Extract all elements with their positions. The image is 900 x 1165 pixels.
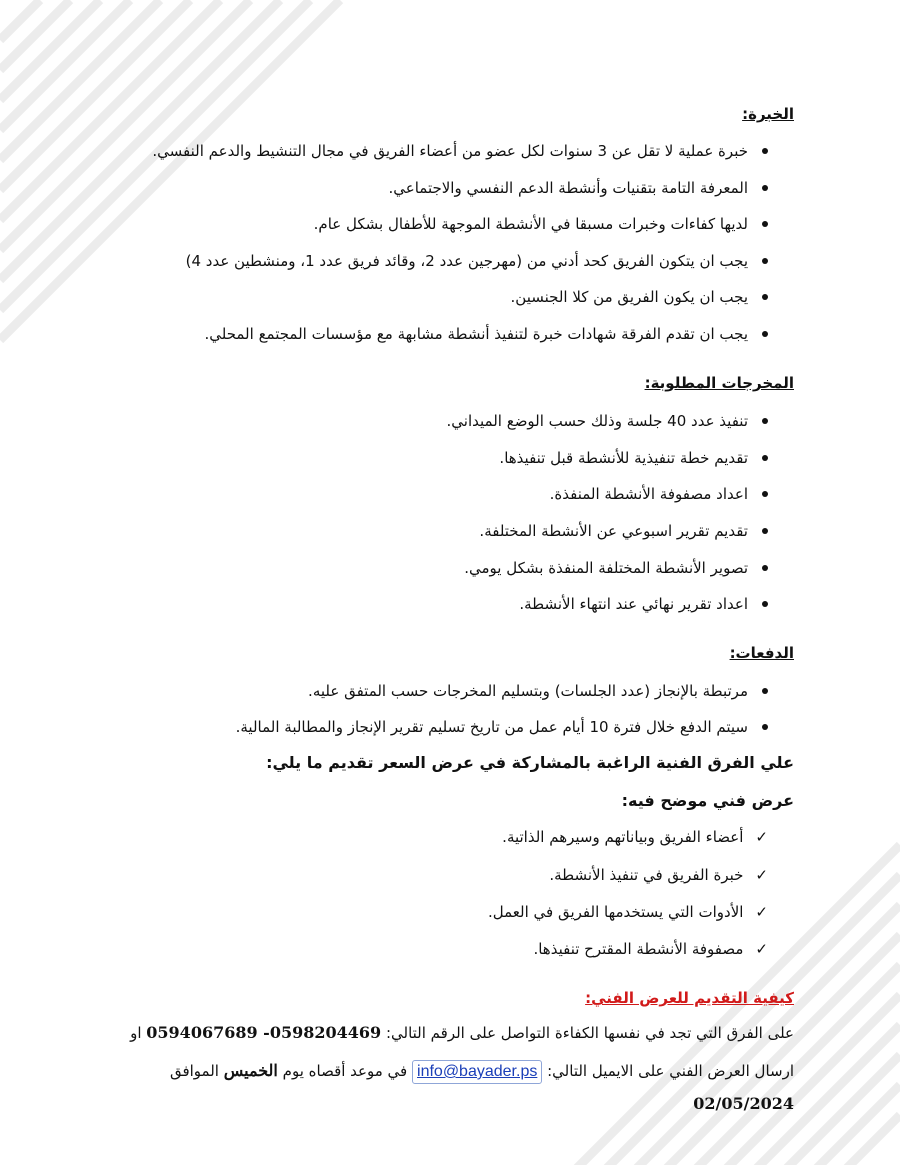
deadline-date: 02/05/2024 bbox=[693, 1094, 794, 1113]
list-item: تنفيذ عدد 40 جلسة وذلك حسب الوضع الميداني. bbox=[447, 410, 768, 432]
payments-heading: الدفعات: bbox=[729, 644, 794, 662]
list-item: سيتم الدفع خلال فترة 10 أيام عمل من تاريخ تسليم تقرير الإنجاز والمطالبة المالية. bbox=[236, 716, 768, 738]
list-item: ✓ مصفوفة الأنشطة المقترح تنفيذها. bbox=[533, 940, 768, 958]
list-item: ✓ خبرة الفريق في تنفيذ الأنشطة. bbox=[549, 866, 768, 884]
bullet-icon bbox=[762, 221, 768, 227]
list-item: خبرة عملية لا تقل عن 3 سنوات لكل عضو من أعضاء الفريق في مجال التنشيط والدعم النفسي. bbox=[152, 140, 768, 162]
list-item: ✓ أعضاء الفريق وبياناتهم وسيرهم الذاتية. bbox=[502, 828, 768, 846]
list-item: مرتبطة بالإنجاز (عدد الجلسات) وبتسليم المخرجات حسب المتفق عليه. bbox=[308, 680, 768, 702]
bullet-icon bbox=[762, 185, 768, 191]
bullet-icon bbox=[762, 688, 768, 694]
list-item: لديها كفاءات وخبرات مسبقا في الأنشطة الموجهة للأطفال بشكل عام. bbox=[314, 213, 768, 235]
apply-line-2: ارسال العرض الفني على الايميل التالي: info@bayader.ps في موعد أقصاه يوم الخميس الموافق bbox=[170, 1060, 794, 1084]
bullet-icon bbox=[762, 148, 768, 154]
list-item: يجب ان يكون الفريق من كلا الجنسين. bbox=[511, 286, 768, 308]
bullet-icon bbox=[762, 491, 768, 497]
list-item: تقديم خطة تنفيذية للأنشطة قبل تنفيذها. bbox=[499, 447, 768, 469]
list-item: اعداد تقرير نهائي عند انتهاء الأنشطة. bbox=[519, 593, 768, 615]
apply-line-1: على الفرق التي تجد في نفسها الكفاءة التواصل على الرقم التالي: 0594067689 -0598204469 او bbox=[130, 1023, 794, 1042]
check-icon: ✓ bbox=[755, 866, 768, 884]
list-item: يجب ان تقدم الفرقة شهادات خبرة لتنفيذ أنشطة مشابهة مع مؤسسات المجتمع المحلي. bbox=[204, 323, 768, 345]
check-icon: ✓ bbox=[755, 903, 768, 921]
phone-numbers: 0594067689 -0598204469 bbox=[146, 1023, 382, 1042]
check-icon: ✓ bbox=[755, 940, 768, 958]
bullet-icon bbox=[762, 724, 768, 730]
bullet-icon bbox=[762, 331, 768, 337]
check-icon: ✓ bbox=[755, 828, 768, 846]
list-item: تصوير الأنشطة المختلفة المنفذة بشكل يومي. bbox=[464, 557, 768, 579]
bullet-icon bbox=[762, 418, 768, 424]
bullet-icon bbox=[762, 455, 768, 461]
list-item: المعرفة التامة بتقنيات وأنشطة الدعم النفسي والاجتماعي. bbox=[388, 177, 768, 199]
list-item: تقديم تقرير اسبوعي عن الأنشطة المختلفة. bbox=[479, 520, 768, 542]
bullet-icon bbox=[762, 565, 768, 571]
email-link[interactable]: info@bayader.ps bbox=[412, 1060, 542, 1084]
list-item: اعداد مصفوفة الأنشطة المنفذة. bbox=[550, 483, 768, 505]
how-to-apply-heading: كيفية التقديم للعرض الفني: bbox=[585, 989, 794, 1007]
technical-offer-heading: عرض فني موضح فيه: bbox=[621, 791, 794, 810]
list-item: ✓ الأدوات التي يستخدمها الفريق في العمل. bbox=[487, 903, 768, 921]
experience-heading: الخبرة: bbox=[742, 105, 794, 123]
deadline-day: الخميس bbox=[223, 1061, 278, 1080]
bullet-icon bbox=[762, 258, 768, 264]
list-item: يجب ان يتكون الفريق كحد أدني من (مهرجين عدد 2، وقائد فريق عدد 1، ومنشطين عدد 4) bbox=[186, 250, 768, 272]
bullet-icon bbox=[762, 528, 768, 534]
bullet-icon bbox=[762, 294, 768, 300]
outputs-heading: المخرجات المطلوبة: bbox=[644, 374, 794, 392]
invitation-heading: علي الفرق الفنية الراغبة بالمشاركة في عرض السعر تقديم ما يلي: bbox=[266, 753, 794, 772]
bullet-icon bbox=[762, 601, 768, 607]
